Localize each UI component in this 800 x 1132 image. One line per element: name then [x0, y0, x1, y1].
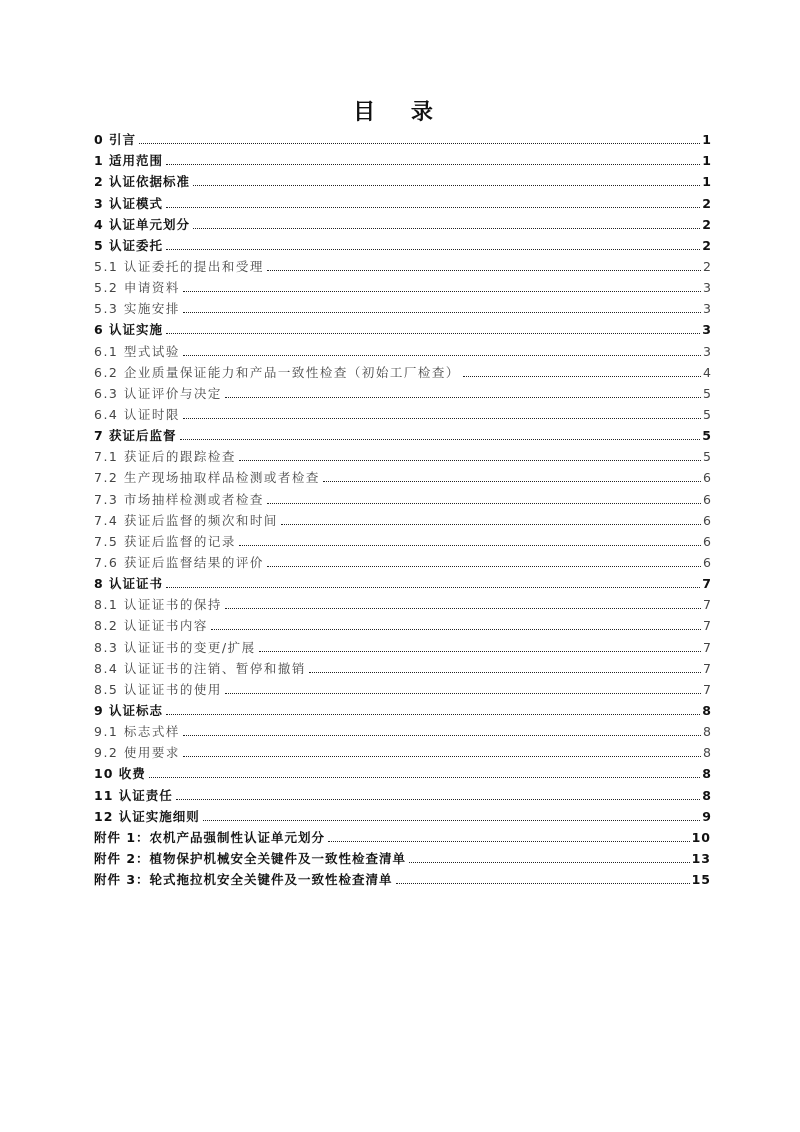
toc-entry[interactable]	[94, 804, 711, 825]
toc-entry-label: 7.2 生产现场抽取样品检测或者检查	[94, 470, 320, 486]
toc-entry-page-number: 5	[703, 406, 711, 422]
dot-leader	[225, 397, 701, 398]
dot-leader	[396, 883, 690, 884]
toc-entry[interactable]	[94, 508, 711, 529]
toc-entry-page-number: 6	[703, 491, 711, 507]
toc-entry[interactable]	[94, 465, 711, 486]
toc-entry-label: 5.1 认证委托的提出和受理	[94, 258, 264, 274]
toc-entry-page-number: 7	[703, 681, 711, 697]
dot-leader	[259, 651, 701, 652]
dot-leader	[183, 756, 701, 757]
dot-leader	[183, 418, 701, 419]
dot-leader	[183, 735, 701, 736]
toc-entry[interactable]	[94, 360, 711, 381]
toc-entry-page-number: 6	[703, 554, 711, 570]
toc-entry-page-number: 2	[702, 216, 711, 232]
toc-entry-page-number: 8	[702, 787, 711, 803]
toc-entry-label: 7 获证后监督	[94, 428, 177, 444]
toc-entry-page-number: 8	[702, 766, 711, 782]
toc-entry[interactable]	[94, 634, 711, 655]
toc-entry-page-number: 8	[703, 724, 711, 740]
toc-entry[interactable]	[94, 381, 711, 402]
toc-entry-page-number: 2	[703, 258, 711, 274]
toc-entry-label: 1 适用范围	[94, 153, 164, 169]
dot-leader	[281, 524, 701, 525]
dot-leader	[176, 799, 701, 800]
toc-entry[interactable]	[94, 212, 711, 233]
toc-entry[interactable]	[94, 719, 711, 740]
dot-leader	[166, 333, 700, 334]
toc-entry[interactable]	[94, 846, 711, 867]
dot-leader	[166, 587, 700, 588]
toc-entry-label: 9.1 标志式样	[94, 724, 180, 740]
dot-leader	[225, 693, 701, 694]
toc-entry-page-number: 3	[703, 280, 711, 296]
dot-leader	[180, 439, 701, 440]
toc-entry-label: 6.2 企业质量保证能力和产品一致性检查（初始工厂检查）	[94, 364, 460, 380]
dot-leader	[183, 312, 701, 313]
toc-entry[interactable]	[94, 486, 711, 507]
toc-entry-page-number: 9	[702, 808, 711, 824]
dot-leader	[267, 566, 701, 567]
toc-entry-label: 2 认证依据标准	[94, 174, 191, 190]
toc-entry-label: 7.5 获证后监督的记录	[94, 533, 236, 549]
dot-leader	[183, 291, 701, 292]
toc-entry-page-number: 5	[702, 428, 711, 444]
toc-entry-label: 7.1 获证后的跟踪检查	[94, 449, 236, 465]
toc-entry[interactable]	[94, 740, 711, 761]
toc-entry-label: 4 认证单元划分	[94, 216, 191, 232]
toc-entry-page-number: 8	[703, 745, 711, 761]
toc-entry-page-number: 1	[702, 132, 711, 148]
toc-entry-label: 5.2 申请资料	[94, 280, 180, 296]
table-of-contents	[94, 127, 711, 888]
dot-leader	[193, 228, 700, 229]
toc-entry-page-number: 5	[703, 385, 711, 401]
toc-entry-label: 8.4 认证证书的注销、暂停和撤销	[94, 660, 306, 676]
dot-leader	[267, 503, 701, 504]
toc-entry[interactable]	[94, 782, 711, 803]
toc-entry-label: 5 认证委托	[94, 237, 164, 253]
toc-entry[interactable]	[94, 254, 711, 275]
toc-entry-page-number: 7	[702, 576, 711, 592]
toc-entry[interactable]	[94, 613, 711, 634]
toc-entry-page-number: 2	[702, 195, 711, 211]
toc-entry-page-number: 1	[702, 153, 711, 169]
toc-entry-page-number: 7	[703, 597, 711, 613]
toc-entry[interactable]	[94, 275, 711, 296]
toc-entry[interactable]	[94, 296, 711, 317]
page-title: 目 录	[353, 100, 447, 125]
dot-leader	[211, 629, 701, 630]
toc-entry-page-number: 3	[702, 322, 711, 338]
dot-leader	[193, 185, 700, 186]
toc-entry-page-number: 2	[702, 237, 711, 253]
toc-entry-page-number: 8	[702, 702, 711, 718]
toc-entry-label: 9 认证标志	[94, 702, 164, 718]
dot-leader	[309, 672, 701, 673]
dot-leader	[149, 777, 701, 778]
toc-entry-page-number: 6	[703, 533, 711, 549]
toc-entry-label: 6.1 型式试验	[94, 343, 180, 359]
dot-leader	[463, 376, 701, 377]
toc-entry-page-number: 5	[703, 449, 711, 465]
toc-entry-label: 8.5 认证证书的使用	[94, 681, 222, 697]
toc-entry-page-number: 3	[703, 301, 711, 317]
dot-leader	[183, 355, 701, 356]
toc-entry[interactable]	[94, 444, 711, 465]
toc-entry-label: 9.2 使用要求	[94, 745, 180, 761]
toc-entry[interactable]	[94, 148, 711, 169]
toc-entry[interactable]	[94, 338, 711, 359]
dot-leader	[239, 460, 701, 461]
toc-entry-label: 6.4 认证时限	[94, 406, 180, 422]
dot-leader	[328, 841, 690, 842]
toc-entry[interactable]	[94, 550, 711, 571]
dot-leader	[139, 143, 700, 144]
toc-entry-label: 附件 1：农机产品强制性认证单元划分	[94, 829, 326, 845]
toc-entry-label: 3 认证模式	[94, 195, 164, 211]
toc-entry-page-number: 15	[691, 872, 711, 888]
toc-entry[interactable]	[94, 423, 711, 444]
toc-entry[interactable]	[94, 761, 711, 782]
dot-leader	[166, 249, 700, 250]
toc-entry-label: 11 认证责任	[94, 787, 173, 803]
toc-entry-label: 附件 3：轮式拖拉机安全关键件及一致性检查清单	[94, 872, 393, 888]
toc-entry-label: 0 引言	[94, 132, 137, 148]
toc-entry[interactable]	[94, 402, 711, 423]
toc-entry-label: 8.2 认证证书内容	[94, 618, 208, 634]
dot-leader	[203, 820, 701, 821]
toc-entry-label: 7.4 获证后监督的频次和时间	[94, 512, 278, 528]
dot-leader	[166, 207, 700, 208]
toc-entry-page-number: 1	[702, 174, 711, 190]
dot-leader	[409, 862, 690, 863]
toc-entry[interactable]	[94, 677, 711, 698]
toc-entry-page-number: 4	[703, 364, 711, 380]
toc-entry[interactable]	[94, 867, 711, 888]
dot-leader	[239, 545, 701, 546]
toc-entry-label: 5.3 实施安排	[94, 301, 180, 317]
toc-entry[interactable]	[94, 190, 711, 211]
dot-leader	[267, 270, 701, 271]
dot-leader	[166, 164, 700, 165]
toc-entry[interactable]	[94, 656, 711, 677]
toc-entry-page-number: 7	[703, 660, 711, 676]
toc-entry[interactable]	[94, 529, 711, 550]
toc-entry-label: 8.3 认证证书的变更/扩展	[94, 639, 256, 655]
toc-entry-page-number: 6	[703, 512, 711, 528]
toc-entry-page-number: 7	[703, 618, 711, 634]
toc-entry[interactable]	[94, 825, 711, 846]
toc-entry-label: 附件 2：植物保护机械安全关键件及一致性检查清单	[94, 850, 407, 866]
toc-entry-label: 7.6 获证后监督结果的评价	[94, 554, 264, 570]
toc-entry-page-number: 3	[703, 343, 711, 359]
toc-entry-label: 7.3 市场抽样检测或者检查	[94, 491, 264, 507]
dot-leader	[166, 714, 700, 715]
toc-entry[interactable]	[94, 127, 711, 148]
toc-entry[interactable]	[94, 592, 711, 613]
dot-leader	[225, 608, 701, 609]
toc-entry-label: 12 认证实施细则	[94, 808, 200, 824]
toc-entry-page-number: 13	[691, 850, 711, 866]
toc-entry-label: 6.3 认证评价与决定	[94, 385, 222, 401]
toc-entry[interactable]	[94, 698, 711, 719]
toc-entry-page-number: 6	[703, 470, 711, 486]
toc-entry-page-number: 10	[691, 829, 711, 845]
toc-entry-label: 10 收费	[94, 766, 146, 782]
toc-entry[interactable]	[94, 317, 711, 338]
toc-entry[interactable]	[94, 571, 711, 592]
toc-entry[interactable]	[94, 169, 711, 190]
toc-entry[interactable]	[94, 233, 711, 254]
toc-entry-page-number: 7	[703, 639, 711, 655]
toc-entry-label: 8.1 认证证书的保持	[94, 597, 222, 613]
toc-entry-label: 6 认证实施	[94, 322, 164, 338]
dot-leader	[323, 481, 701, 482]
toc-entry-label: 8 认证证书	[94, 576, 164, 592]
